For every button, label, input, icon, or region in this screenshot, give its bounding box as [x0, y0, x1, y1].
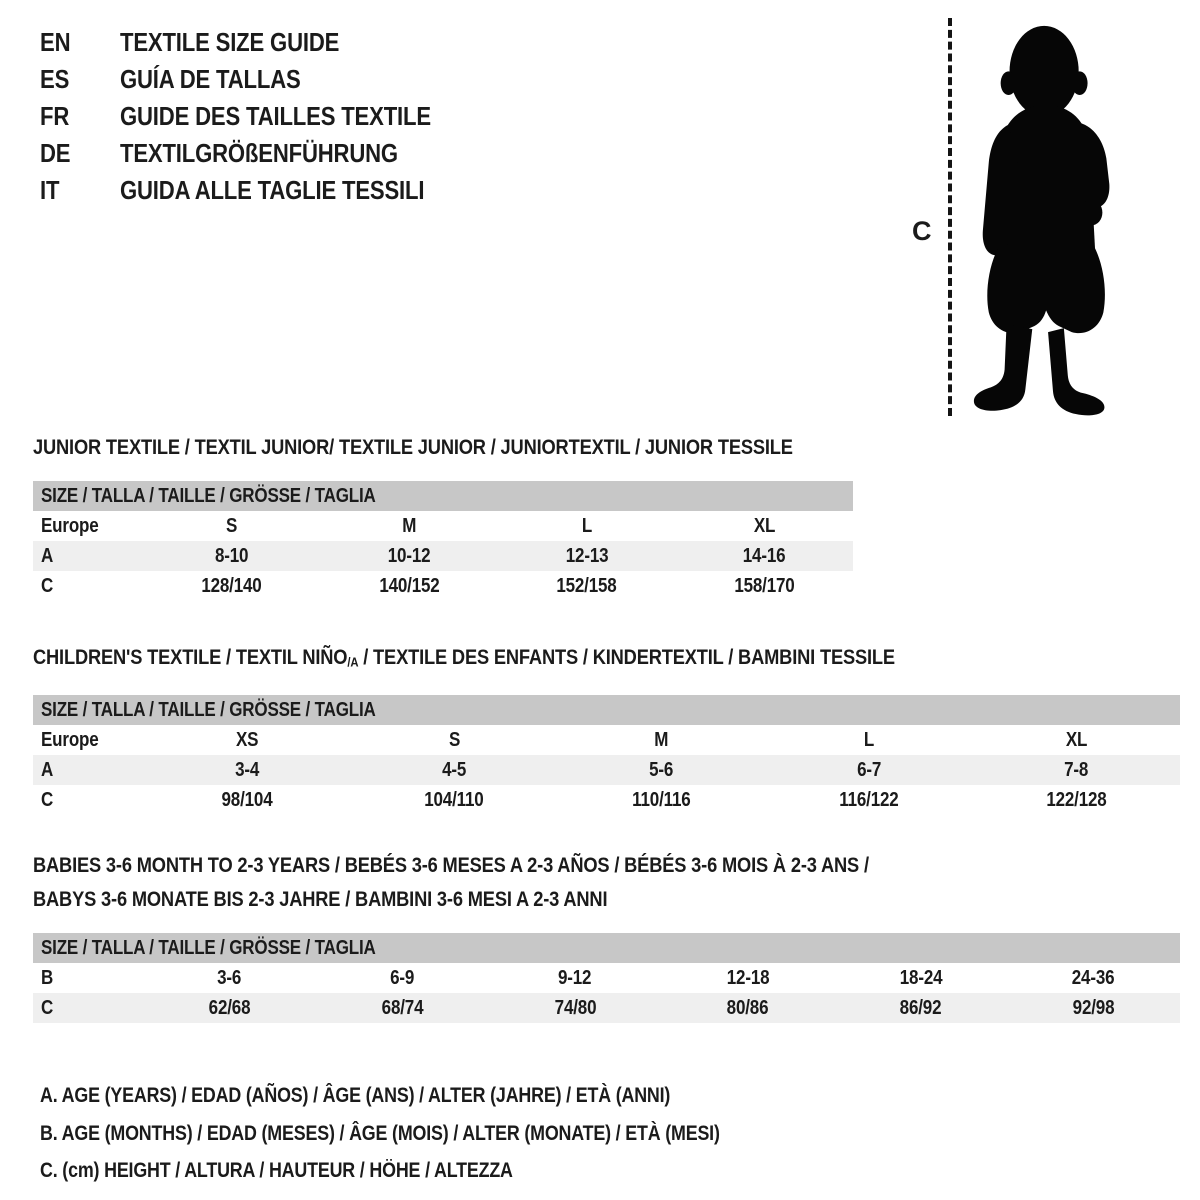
size-value-cell: XS: [235, 728, 258, 751]
guide-title: GUÍA DE TALLAS: [120, 64, 301, 94]
size-value-cell: 152/158: [556, 574, 617, 597]
language-row-it: [40, 172, 486, 209]
children-size-table: [33, 695, 1180, 815]
babies-section-title-line1: BABIES 3-6 MONTH TO 2-3 YEARS / BEBÉS 3-6 MESES A 2-3 AÑOS / BÉBÉS 3-6 MOIS À 2-3 ANS /: [33, 853, 869, 878]
size-value-cell: 80/86: [727, 996, 769, 1019]
size-value-cell: 8-10: [215, 544, 249, 567]
size-value-cell: M: [654, 728, 669, 751]
children-title-part2: / TEXTILE DES ENFANTS / KINDERTEXTIL / BAMBINI TESSILE: [358, 645, 895, 669]
size-value-cell: 62/68: [208, 996, 251, 1019]
legend-line-b: B. AGE (MONTHS) / EDAD (MESES) / ÂGE (MOIS) / ALTER (MONATE) / ETÀ (MESI): [40, 1121, 720, 1145]
size-value-cell: 128/140: [201, 574, 262, 597]
junior-section: [0, 436, 1200, 601]
size-value-cell: 4-5: [442, 758, 467, 781]
legend-line-a: A. AGE (YEARS) / EDAD (AÑOS) / ÂGE (ANS) / ALTER (JAHRE) / ETÀ (ANNI): [40, 1084, 671, 1108]
size-value-cell: L: [581, 514, 592, 537]
junior-section-title: JUNIOR TEXTILE / TEXTIL JUNIOR/ TEXTILE JUNIOR / JUNIORTEXTIL / JUNIOR TESSILE: [33, 435, 793, 459]
table-row-b: [33, 963, 1180, 993]
row-label: C: [41, 574, 54, 597]
language-title-list: [40, 24, 486, 209]
language-code: DE: [40, 138, 71, 168]
size-value-cell: S: [226, 514, 238, 537]
size-value-cell: 24-36: [1072, 966, 1115, 989]
size-value-cell: 6-7: [856, 758, 881, 781]
children-section: [0, 646, 1200, 815]
size-value-cell: 104/110: [424, 788, 484, 811]
size-value-cell: 5-6: [649, 758, 674, 781]
size-value-cell: 9-12: [558, 966, 592, 989]
table-row-a: [33, 541, 853, 571]
guide-title: TEXTILGRÖßENFÜHRUNG: [120, 138, 398, 168]
size-value-cell: 3-6: [217, 966, 242, 989]
language-code: IT: [40, 175, 60, 205]
legend: [40, 1077, 1200, 1190]
size-value-cell: S: [448, 728, 460, 751]
size-value-cell: 74/80: [554, 996, 596, 1019]
row-label: A: [41, 758, 54, 781]
row-label: C: [41, 996, 54, 1019]
size-value-cell: 3-4: [234, 758, 259, 781]
size-value-cell: 158/170: [734, 574, 795, 597]
toddler-silhouette-icon: [966, 18, 1140, 418]
row-label: A: [41, 544, 54, 567]
language-row-de: [40, 135, 486, 172]
size-value-cell: XL: [753, 514, 775, 537]
row-label: Europe: [41, 728, 99, 751]
size-value-cell: 116/122: [839, 788, 899, 811]
children-title-part1: CHILDREN'S TEXTILE / TEXTIL NIÑO: [33, 645, 348, 669]
size-value-cell: 140/152: [379, 574, 440, 597]
junior-size-table: [33, 481, 853, 601]
babies-section: [0, 848, 1200, 1023]
table-row-c: [33, 571, 853, 601]
language-code: EN: [40, 27, 71, 57]
language-row-en: [40, 24, 486, 61]
height-figure: [900, 14, 1170, 426]
guide-title: TEXTILE SIZE GUIDE: [120, 27, 340, 57]
legend-line-c: C. (cm) HEIGHT / ALTURA / HAUTEUR / HÖHE / ALTEZZA: [40, 1159, 513, 1183]
size-value-cell: 12-18: [726, 966, 770, 989]
height-dashed-line: [948, 18, 952, 416]
size-value-cell: 122/128: [1046, 788, 1107, 811]
babies-size-header-bar: SIZE / TALLA / TAILLE / GRÖSSE / TAGLIA: [33, 933, 1180, 963]
size-value-cell: 86/92: [899, 996, 942, 1019]
guide-title: GUIDE DES TAILLES TEXTILE: [120, 101, 431, 131]
children-size-header-bar: SIZE / TALLA / TAILLE / GRÖSSE / TAGLIA: [33, 695, 1180, 725]
table-row-c: [33, 993, 1180, 1023]
size-value-cell: 14-16: [742, 544, 786, 567]
size-value-cell: 12-13: [565, 544, 609, 567]
language-row-es: [40, 61, 486, 98]
size-value-cell: XL: [1065, 728, 1088, 751]
size-value-cell: 18-24: [899, 966, 943, 989]
babies-size-table: [33, 933, 1180, 1023]
row-label: Europe: [41, 514, 99, 537]
height-measure-label: C: [912, 216, 932, 246]
language-code: FR: [40, 101, 70, 131]
size-value-cell: 92/98: [1072, 996, 1115, 1019]
size-value-cell: M: [402, 514, 417, 537]
row-label: B: [41, 966, 54, 989]
size-value-cell: 7-8: [1064, 758, 1089, 781]
language-row-fr: [40, 98, 486, 135]
size-value-cell: L: [863, 728, 875, 751]
language-code: ES: [40, 64, 70, 94]
guide-title: GUIDA ALLE TAGLIE TESSILI: [120, 175, 425, 205]
size-value-cell: 110/116: [632, 788, 691, 811]
children-table-body: [33, 725, 1180, 815]
babies-section-title-line2: BABYS 3-6 MONATE BIS 2-3 JAHRE / BAMBINI 3-6 MESI A 2-3 ANNI: [33, 887, 608, 912]
children-section-title: [33, 646, 1200, 673]
row-label: C: [41, 788, 54, 811]
table-row-c: [33, 785, 1180, 815]
table-row-europe: [33, 511, 853, 541]
children-title-subscript: /A: [347, 654, 359, 670]
table-row-a: [33, 755, 1180, 785]
size-value-cell: 10-12: [387, 544, 431, 567]
babies-table-body: [33, 963, 1180, 1023]
size-value-cell: 6-9: [390, 966, 415, 989]
junior-size-header-bar: SIZE / TALLA / TAILLE / GRÖSSE / TAGLIA: [33, 481, 853, 511]
size-value-cell: 68/74: [381, 996, 424, 1019]
size-value-cell: 98/104: [221, 788, 273, 811]
junior-table-body: [33, 511, 853, 601]
table-row-europe: [33, 725, 1180, 755]
